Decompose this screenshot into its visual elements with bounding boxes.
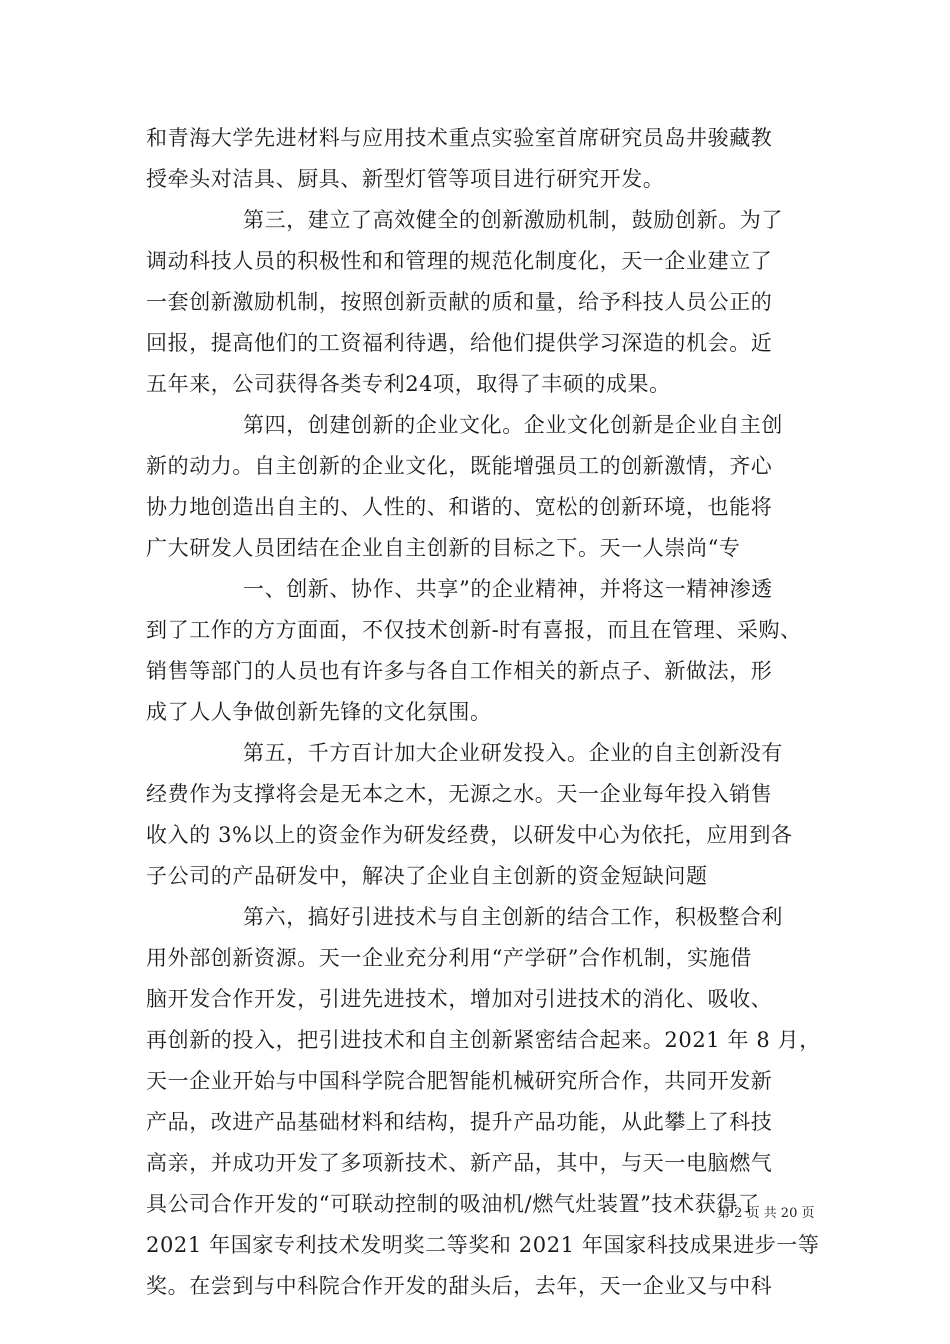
text-line: 一套创新激励机制，按照创新贡献的质和量，给予科技人员公正的: [146, 290, 773, 314]
text-line: 奖。在尝到与中科院合作开发的甜头后，去年，天一企业又与中科: [146, 1274, 773, 1298]
text-line: 调动科技人员的积极性和和管理的规范化制度化，天一企业建立了: [146, 249, 773, 273]
text-line: 五年来，公司获得各类专利24项，取得了丰硕的成果。: [146, 372, 671, 396]
text-line: 销售等部门的人员也有许多与各自工作相关的新点子、新做法，形: [146, 659, 773, 683]
text-line: 用外部创新资源。天一企业充分利用“产学研”合作机制，实施借: [146, 946, 752, 970]
text-line: 子公司的产品研发中，解决了企业自主创新的资金短缺问题: [146, 864, 708, 888]
text-line: 2021 年国家专利技术发明奖二等奖和 2021 年国家科技成果进步一等: [146, 1233, 820, 1257]
text-line: 再创新的投入，把引进技术和自主创新紧密结合起来。2021 年 8 月，: [146, 1028, 821, 1052]
text-line: 协力地创造出自主的、人性的、和谐的、宽松的创新环境，也能将: [146, 495, 773, 519]
text-line: 天一企业开始与中国科学院合肥智能机械研究所合作，共同开发新: [146, 1069, 773, 1093]
text-line: 具公司合作开发的“可联动控制的吸油机/燃气灶装置”技术获得了: [146, 1192, 760, 1216]
text-line: 一、创新、协作、共享”的企业精神，并将这一精神渗透: [243, 577, 773, 601]
text-line: 广大研发人员团结在企业自主创新的目标之下。天一人崇尚“专: [146, 536, 741, 560]
text-line: 脑开发合作开发，引进先进技术，增加对引进技术的消化、吸收、: [146, 987, 773, 1011]
text-line: 成了人人争做创新先锋的文化氛围。: [146, 700, 492, 724]
text-line: 授牵头对洁具、厨具、新型灯管等项目进行研究开发。: [146, 167, 665, 191]
text-line: 第三，建立了高效健全的创新激励机制，鼓励创新。为了: [243, 208, 783, 232]
text-line: 经费作为支撑将会是无本之木，无源之水。天一企业每年投入销售: [146, 782, 773, 806]
text-line: 第六，搞好引进技术与自主创新的结合工作，积极整合利: [243, 905, 783, 929]
text-line: 第四，创建创新的企业文化。企业文化创新是企业自主创: [243, 413, 783, 437]
text-line: 产品，改进产品基础材料和结构，提升产品功能，从此攀上了科技: [146, 1110, 773, 1134]
text-line: 收入的 3%以上的资金作为研发经费，以研发中心为依托，应用到各: [146, 823, 793, 847]
text-line: 高亲，并成功开发了多项新技术、新产品，其中，与天一电脑燃气: [146, 1151, 773, 1175]
text-line: 第五，千方百计加大企业研发投入。企业的自主创新没有: [243, 741, 783, 765]
text-line: 新的动力。自主创新的企业文化，既能增强员工的创新激情，齐心: [146, 454, 773, 478]
page-number: 第 2 页 共 20 页: [717, 1206, 815, 1221]
text-line: 回报，提高他们的工资福利待遇，给他们提供学习深造的机会。近: [146, 331, 773, 355]
body-text: [146, 118, 821, 1307]
text-line: 到了工作的方方面面，不仅技术创新-时有喜报，而且在管理、采购、: [146, 618, 802, 642]
text-line: 和青海大学先进材料与应用技术重点实验室首席研究员岛井骏藏教: [146, 126, 773, 150]
